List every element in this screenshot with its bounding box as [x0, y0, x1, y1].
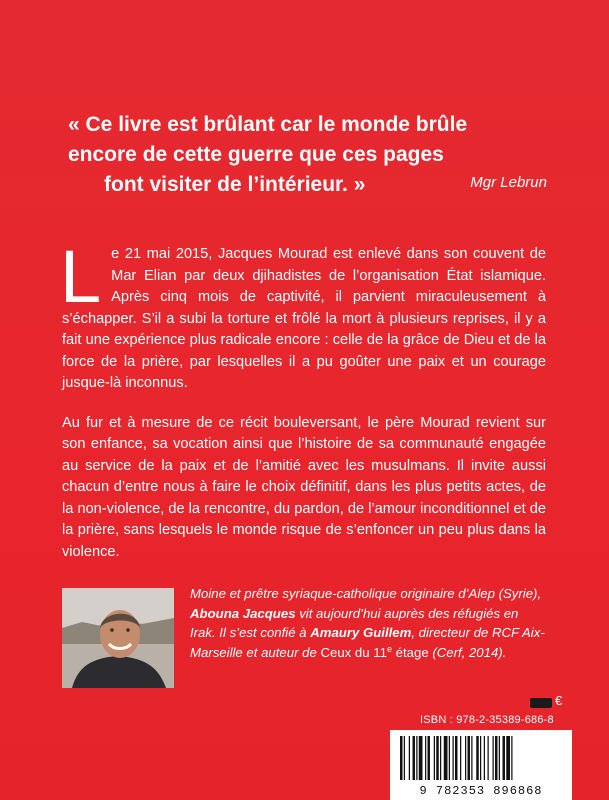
price-sticker — [530, 698, 552, 708]
blurb-paragraph-1 — [60, 235, 546, 395]
barcode-bar — [436, 736, 439, 780]
bio-text-4: (Cerf, 2014). — [428, 644, 507, 660]
barcode-bars — [390, 730, 572, 784]
barcode-digits: 9 782353 896868 — [419, 784, 543, 798]
bio-superscript: e — [386, 643, 392, 654]
barcode-bar — [455, 736, 458, 780]
quote-author: Mgr Lebrun — [470, 174, 547, 191]
bio-text-1: Moine et prêtre syriaque-catholique originaire d’Alep (Syrie), — [190, 586, 542, 601]
blurb-text — [60, 235, 546, 581]
barcode-bar — [484, 736, 485, 780]
euro-symbol: € — [555, 693, 563, 708]
author-photo — [62, 588, 174, 688]
barcode-bar — [409, 736, 410, 780]
author-bio — [190, 584, 546, 664]
barcode-bar — [511, 736, 512, 780]
bio-name-abouna-jacques: Abouna Jacques — [190, 605, 296, 621]
barcode-bar — [444, 736, 448, 780]
bio-text-2: vit aujourd’hui auprès des réfugiés en Irak. Il s’est confié à — [190, 605, 519, 641]
barcode-bar — [503, 736, 506, 780]
barcode-bar — [453, 736, 454, 780]
barcode-bar — [506, 736, 510, 780]
barcode-bar — [425, 736, 426, 780]
isbn-label: ISBN : 978-2-35389-686-8 — [420, 714, 554, 726]
pull-quote-line-3: font visiter de l’intérieur. » — [104, 173, 366, 196]
barcode-bar — [416, 736, 417, 780]
barcode-bar — [493, 736, 494, 780]
barcode-bar — [449, 736, 450, 780]
author-section — [62, 588, 546, 688]
barcode-bar — [465, 736, 466, 780]
barcode-bar — [476, 736, 479, 780]
barcode-bar — [428, 736, 431, 780]
barcode-bar — [404, 736, 405, 780]
bio-book-title-b: étage — [391, 644, 429, 660]
barcode-bar — [419, 736, 423, 780]
blurb-paragraph-2: Au fur et à mesure de ce récit bouleversant, le père Mourad revient sur son enfance, sa vocation ainsi que l’histoire de sa communauté engagée au service de la paix et de l’amitié avec les musulmans. Il invite aussi chacun d’entre nous à faire le choix définitif, dans les plus petits actes, de la non-violence, de la rencontre, du pardon, de l’amour inconditionnel et de la prière, sans lesquels le monde risque de s’enfoncer un peu plus dans la violence. — [62, 414, 546, 560]
pull-quote-line-2: encore de cette guerre que ces pages — [68, 143, 444, 166]
barcode-bar — [471, 736, 472, 780]
bio-book-title-a: Ceux du 11 — [320, 644, 387, 660]
author-portrait-illustration — [62, 588, 174, 688]
pull-quote-line-1: « Ce livre est brûlant car le monde brûle — [68, 113, 468, 136]
blurb-paragraph-1-text: e 21 mai 2015, Jacques Mourad est enlevé dans son couvent de Mar Elian par deux djihadistes de l’organisation État islamique. Après cinq mois de captivité, il parvient miraculeusement à s’échapper. S’il a subi la torture et frôlé la mort à plusieurs reprises, il y a fait une expérience plus radicale encore : celle de la grâce de Dieu et de la force de la prière, par lesquelles il a pu goûter une paix et un courage jusque-là inconnus. — [62, 246, 546, 391]
barcode-bar — [413, 736, 416, 780]
barcode — [390, 730, 572, 800]
bio-name-amaury-guillem: Amaury Guillem — [310, 625, 412, 641]
barcode-bar — [488, 736, 489, 780]
barcode-bar — [468, 736, 471, 780]
barcode-bar — [434, 736, 435, 780]
barcode-bar — [480, 736, 481, 780]
barcode-bar — [499, 736, 500, 780]
barcode-bar — [440, 736, 441, 780]
barcode-bar — [400, 736, 403, 780]
drop-cap: L — [60, 235, 102, 318]
barcode-bar — [460, 736, 461, 780]
bio-text-3: , directeur de RCF Aix-Marseille et auteur de — [190, 625, 545, 660]
barcode-bar — [495, 736, 498, 780]
